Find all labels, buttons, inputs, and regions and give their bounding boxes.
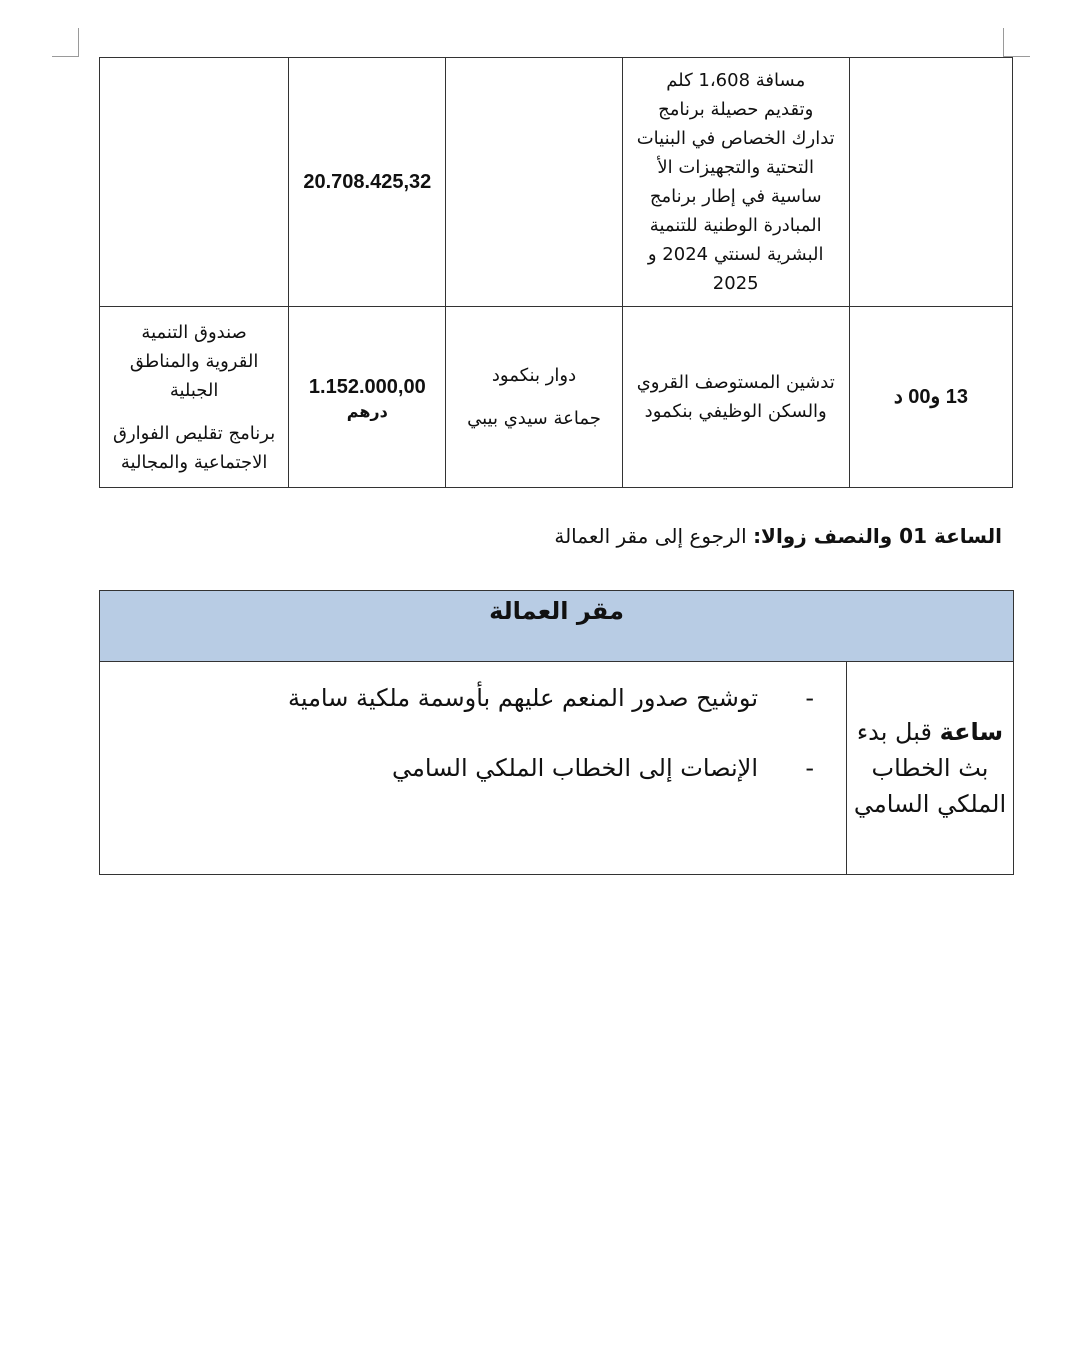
hq-time-cell — [847, 662, 1014, 875]
table-row — [100, 307, 1013, 488]
table-row — [100, 662, 1014, 875]
list-item — [100, 752, 814, 784]
funding-cell — [100, 307, 289, 488]
hq-time-rest: قبل بدء — [856, 718, 940, 746]
activity-line: تدارك الخصاص في البنيات — [636, 128, 835, 149]
page-corner-mark-left — [52, 28, 79, 57]
funding-cell — [100, 58, 289, 307]
funding-line: برنامج تقليص الفوارق — [112, 422, 276, 444]
timeline-label: الساعة 01 والنصف زوالا: — [753, 524, 1002, 548]
location-cell — [446, 307, 622, 488]
hq-table — [99, 590, 1014, 875]
funding-line: الجبلية — [169, 379, 219, 401]
activity-cell — [622, 307, 849, 488]
schedule-table — [99, 57, 1013, 488]
cost-amount: 1.152.000,00 — [308, 375, 426, 398]
activity-line: والسكن الوظيفي بنكمود — [644, 401, 827, 422]
activity-line: ساسية في إطار برنامج — [649, 186, 822, 207]
activity-line: 2025 — [712, 273, 759, 294]
funding-line: القروية والمناطق — [129, 350, 259, 372]
location-line: جماعة سيدي بيبي — [467, 408, 601, 429]
activity-line: تدشين المستوصف القروي — [636, 372, 835, 393]
bullet-dash: - — [805, 754, 814, 782]
activity-line: المبادرة الوطنية للتنمية — [649, 215, 822, 236]
activity-line: البشرية لسنتي 2024 و — [647, 244, 824, 265]
activity-line: التحتية والتجهيزات الأ — [657, 157, 815, 178]
cost-cell — [289, 307, 446, 488]
bullet-dash: - — [805, 684, 814, 712]
activity-line: مسافة 1،608 كلم — [666, 70, 806, 91]
hq-time-line: الملكي السامي — [853, 790, 1007, 818]
funding-line: الاجتماعية والمجالية — [120, 451, 268, 473]
page-corner-mark-right — [1003, 28, 1030, 57]
location-cell — [446, 58, 622, 307]
hq-time-bold: ساعة — [939, 718, 1004, 746]
location-line: دوار بنكمود — [491, 365, 577, 386]
hq-header: مقر العمالة — [100, 591, 1014, 662]
activity-text: توشيح صدور المنعم عليهم بأوسمة ملكية سامية — [287, 684, 758, 712]
hq-time-line: بث الخطاب — [871, 754, 989, 782]
hq-activities-cell — [100, 662, 847, 875]
cost-cell: 20.708.425,32 — [289, 58, 446, 307]
activity-line: وتقديم حصيلة برنامج — [658, 99, 814, 120]
activity-cell — [622, 58, 849, 307]
time-cell — [849, 58, 1012, 307]
activity-text: الإنصات إلى الخطاب الملكي السامي — [392, 754, 758, 782]
hq-activity-list — [100, 682, 814, 784]
hq-header-row — [100, 591, 1014, 662]
time-cell: 13 و00 د — [849, 307, 1012, 488]
funding-line: صندوق التنمية — [141, 321, 247, 343]
list-item — [100, 682, 814, 714]
table-row — [100, 58, 1013, 307]
currency-label: درهم — [346, 401, 388, 421]
timeline-note — [554, 524, 1002, 548]
timeline-text: الرجوع إلى مقر العمالة — [554, 524, 754, 548]
